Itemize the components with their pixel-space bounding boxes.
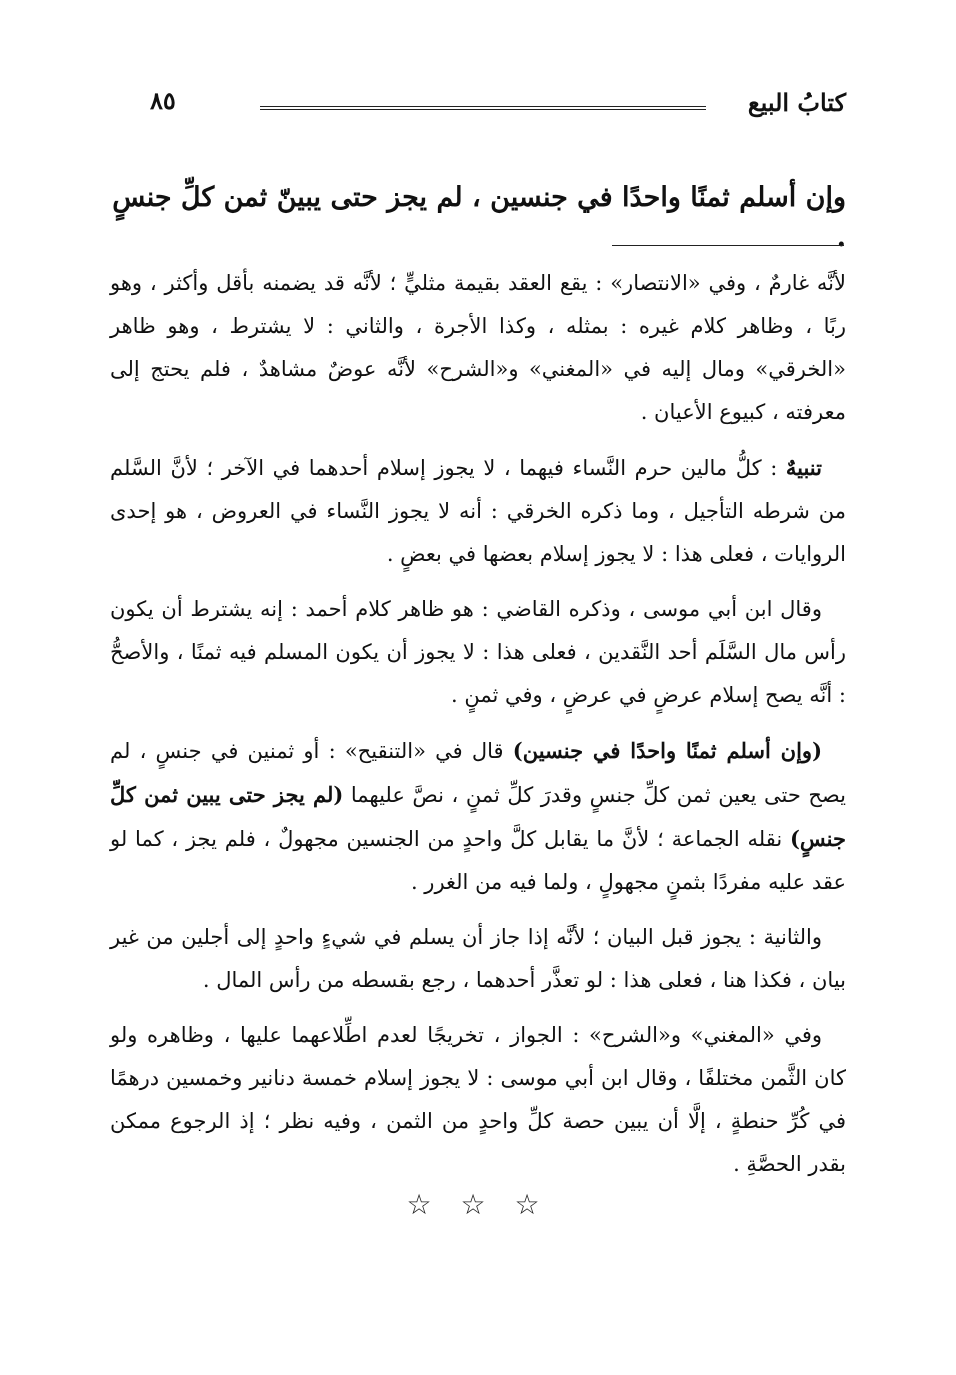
matn-quote-1: (وإن أسلم ثمنًا واحدًا في جنسين): [512, 738, 823, 763]
tanbih-label: تنبيهٌ: [785, 455, 822, 480]
commentary-text-4a: قال في «التنقيح» : أو ثمنين في جنسٍ ، لم يصح حتى يعين ثمن كلِّ جنسٍ وقدرَ كلِّ ثمنٍ ، نصَّ عليهما: [110, 739, 846, 807]
section-ornament: ☆ ☆ ☆: [406, 1188, 550, 1221]
commentary-paragraph-6: وفي «المغني» و«الشرح» : الجواز ، تخريجًا لعدم اطِّلاعهما عليها ، وظاهره ولو كان الثَّمن مختلفًا ، وقال ابن أبي موسى : لا يجوز إسلام خمسة دنانير وخمسين درهمًا في كُرِّ حنطةٍ ، إلَّا أن يبين حصة كلِّ واحدٍ من الثمن ، وفيه نظر ؛ إذ الرجوع ممكن بقدر الحصَّةِ .: [110, 1023, 846, 1176]
page-number: ٨٥: [150, 86, 176, 115]
commentary-paragraph-5: والثانية : يجوز قبل البيان ؛ لأنَّه إذا جاز أن يسلم في شيءٍ واحدٍ إلى أجلين من غير بيان ، فكذا هنا ، فعلى هذا : لو تعذَّر أحدهما ، رجع بقسطه من رأس المال .: [110, 925, 846, 992]
matn-quote-2: (لم يجز حتى يبين ثمن كلِّ جنسٍ): [110, 782, 846, 851]
footnote-separator: [612, 245, 844, 246]
commentary-text-4b: نقله الجماعة ؛ لأنَّ ما يقابل كلَّ واحدٍ من الجنسين مجهولٌ ، فلم يجز ، كما لو عقد عليه مفردًا بثمنٍ مجهولٍ ، ولما فيه من الغرر .: [110, 827, 846, 894]
commentary-paragraph-1: لأنَّه غارمٌ ، وفي «الانتصار» : يقع العقد بقيمة مثليٍّ ؛ لأنَّه قد يضمنه بأقل وأكثر ، وهو ربًا ، وظاهر كلام غيره : بمثله ، وكذا الأجرة ، والثاني : لا يشترط ، وهو ظاهر «الخرقي» ومال إليه في «المغني» و«الشرح» لأنَّه عوضٌ مشاهدٌ ، فلم يحتج إلى معرفته ، كبيوع الأعيان .: [110, 271, 846, 424]
commentary-paragraph-3: وقال ابن أبي موسى ، وذكره القاضي : هو ظاهر كلام أحمد : إنه يشترط أن يكون رأس مال السَّلَم أحد النَّقدين ، فعلى هذا : لا يجوز أن يكون المسلم فيه ثمنًا ، والأصحُّ : أنَّه يصح إسلام عرضٍ في عرضٍ ، وفي ثمنٍ .: [110, 597, 846, 707]
commentary-paragraph-2: [110, 446, 846, 576]
matn-text: وإن أسلم ثمنًا واحدًا في جنسين ، لم يجز حتى يبينّ ثمن كلِّ جنسٍ .: [112, 182, 846, 253]
header-title: كتابُ البيع: [747, 88, 846, 117]
tanbih-text: : كلُّ مالين حرم النَّساء فيهما ، لا يجوز إسلام أحدهما في الآخر ؛ لأنَّ السَّلم من شرطه التأجيل ، وما ذكره الخرقي : أنه لا يجوز النَّساء في العروض ، هو إحدى الروايات ، فعلى هذا : لا يجوز إسلام بعضها في بعضٍ .: [110, 456, 846, 566]
running-header: [110, 82, 846, 122]
commentary-paragraph-4: [110, 729, 846, 904]
commentary: [110, 262, 846, 1198]
header-rule: [260, 106, 706, 110]
